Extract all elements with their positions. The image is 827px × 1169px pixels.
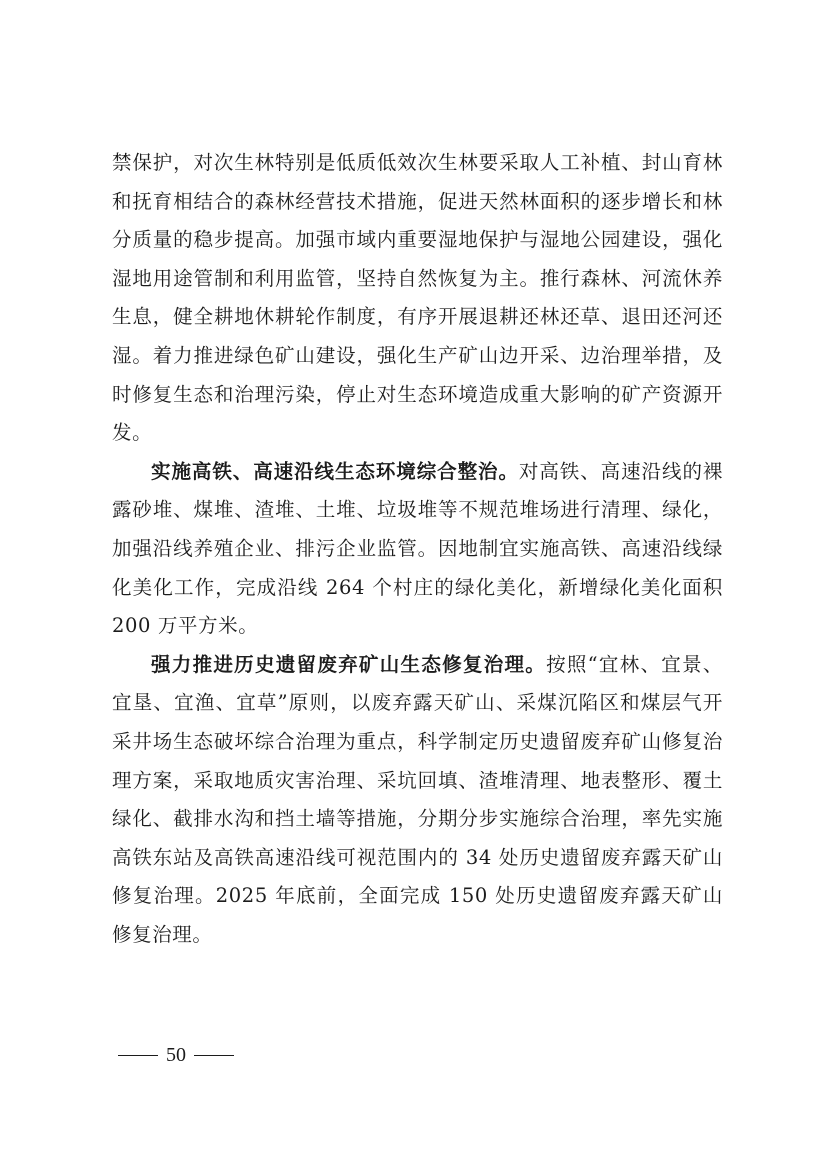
footer-dash-left xyxy=(118,1055,158,1056)
footer-dash-right xyxy=(194,1055,234,1056)
paragraph-text: 禁保护，对次生林特别是低质低效次生林要采取人工补植、封山育林和抚育相结合的森林经营技术措施，促进天然林面积的逐步增长和林分质量的稳步提高。加强市域内重要湿地保护与湿地公园建设，强化湿地用途管制和利用监管，坚持自然恢复为主。推行森林、河流休养生息，健全耕地休耕轮作制度，有序开展退耕还林还草、退田还河还湿。着力推进绿色矿山建设，强化生产矿山边开采、边治理举措，及时修复生态和治理污染，停止对生态环境造成重大影响的矿产资源开发。 xyxy=(112,151,723,445)
page-number: 50 xyxy=(166,1043,186,1066)
paragraph-text: 按照“宜林、宜景、宜垦、宜渔、宜草”原则，以废弃露天矿山、采煤沉陷区和煤层气开采井场生态破坏综合治理为重点，科学制定历史遗留废弃矿山修复治理方案，采取地质灾害治理、采坑回填、渣堆清理、地表整形、覆土绿化、截排水沟和挡土墙等措施，分期分步实施综合治理，率先实施高铁东站及高铁高速沿线可视范围内的 34 处历史遗留废弃露天矿山修复治理。2025 年底前，全面完成 150 处历史遗留废弃露天矿山修复治理。 xyxy=(112,652,723,946)
paragraph-continuation xyxy=(112,144,723,453)
paragraph-text: 对高铁、高速沿线的裸露砂堆、煤堆、渣堆、土堆、垃圾堆等不规范堆场进行清理、绿化，加强沿线养殖企业、排污企业监管。因地制宜实施高铁、高速沿线绿化美化工作，完成沿线 264 个村庄的绿化美化，新增绿化美化面积 200 万平方米。 xyxy=(112,459,723,638)
paragraph-lead: 实施高铁、高速沿线生态环境综合整治。 xyxy=(151,459,519,483)
paragraph-lead: 强力推进历史遗留废弃矿山生态修复治理。 xyxy=(151,652,547,676)
paragraph-railway-highway xyxy=(112,453,723,646)
body-text xyxy=(112,144,723,954)
page-footer xyxy=(118,1040,234,1070)
paragraph-abandoned-mines xyxy=(112,646,723,955)
